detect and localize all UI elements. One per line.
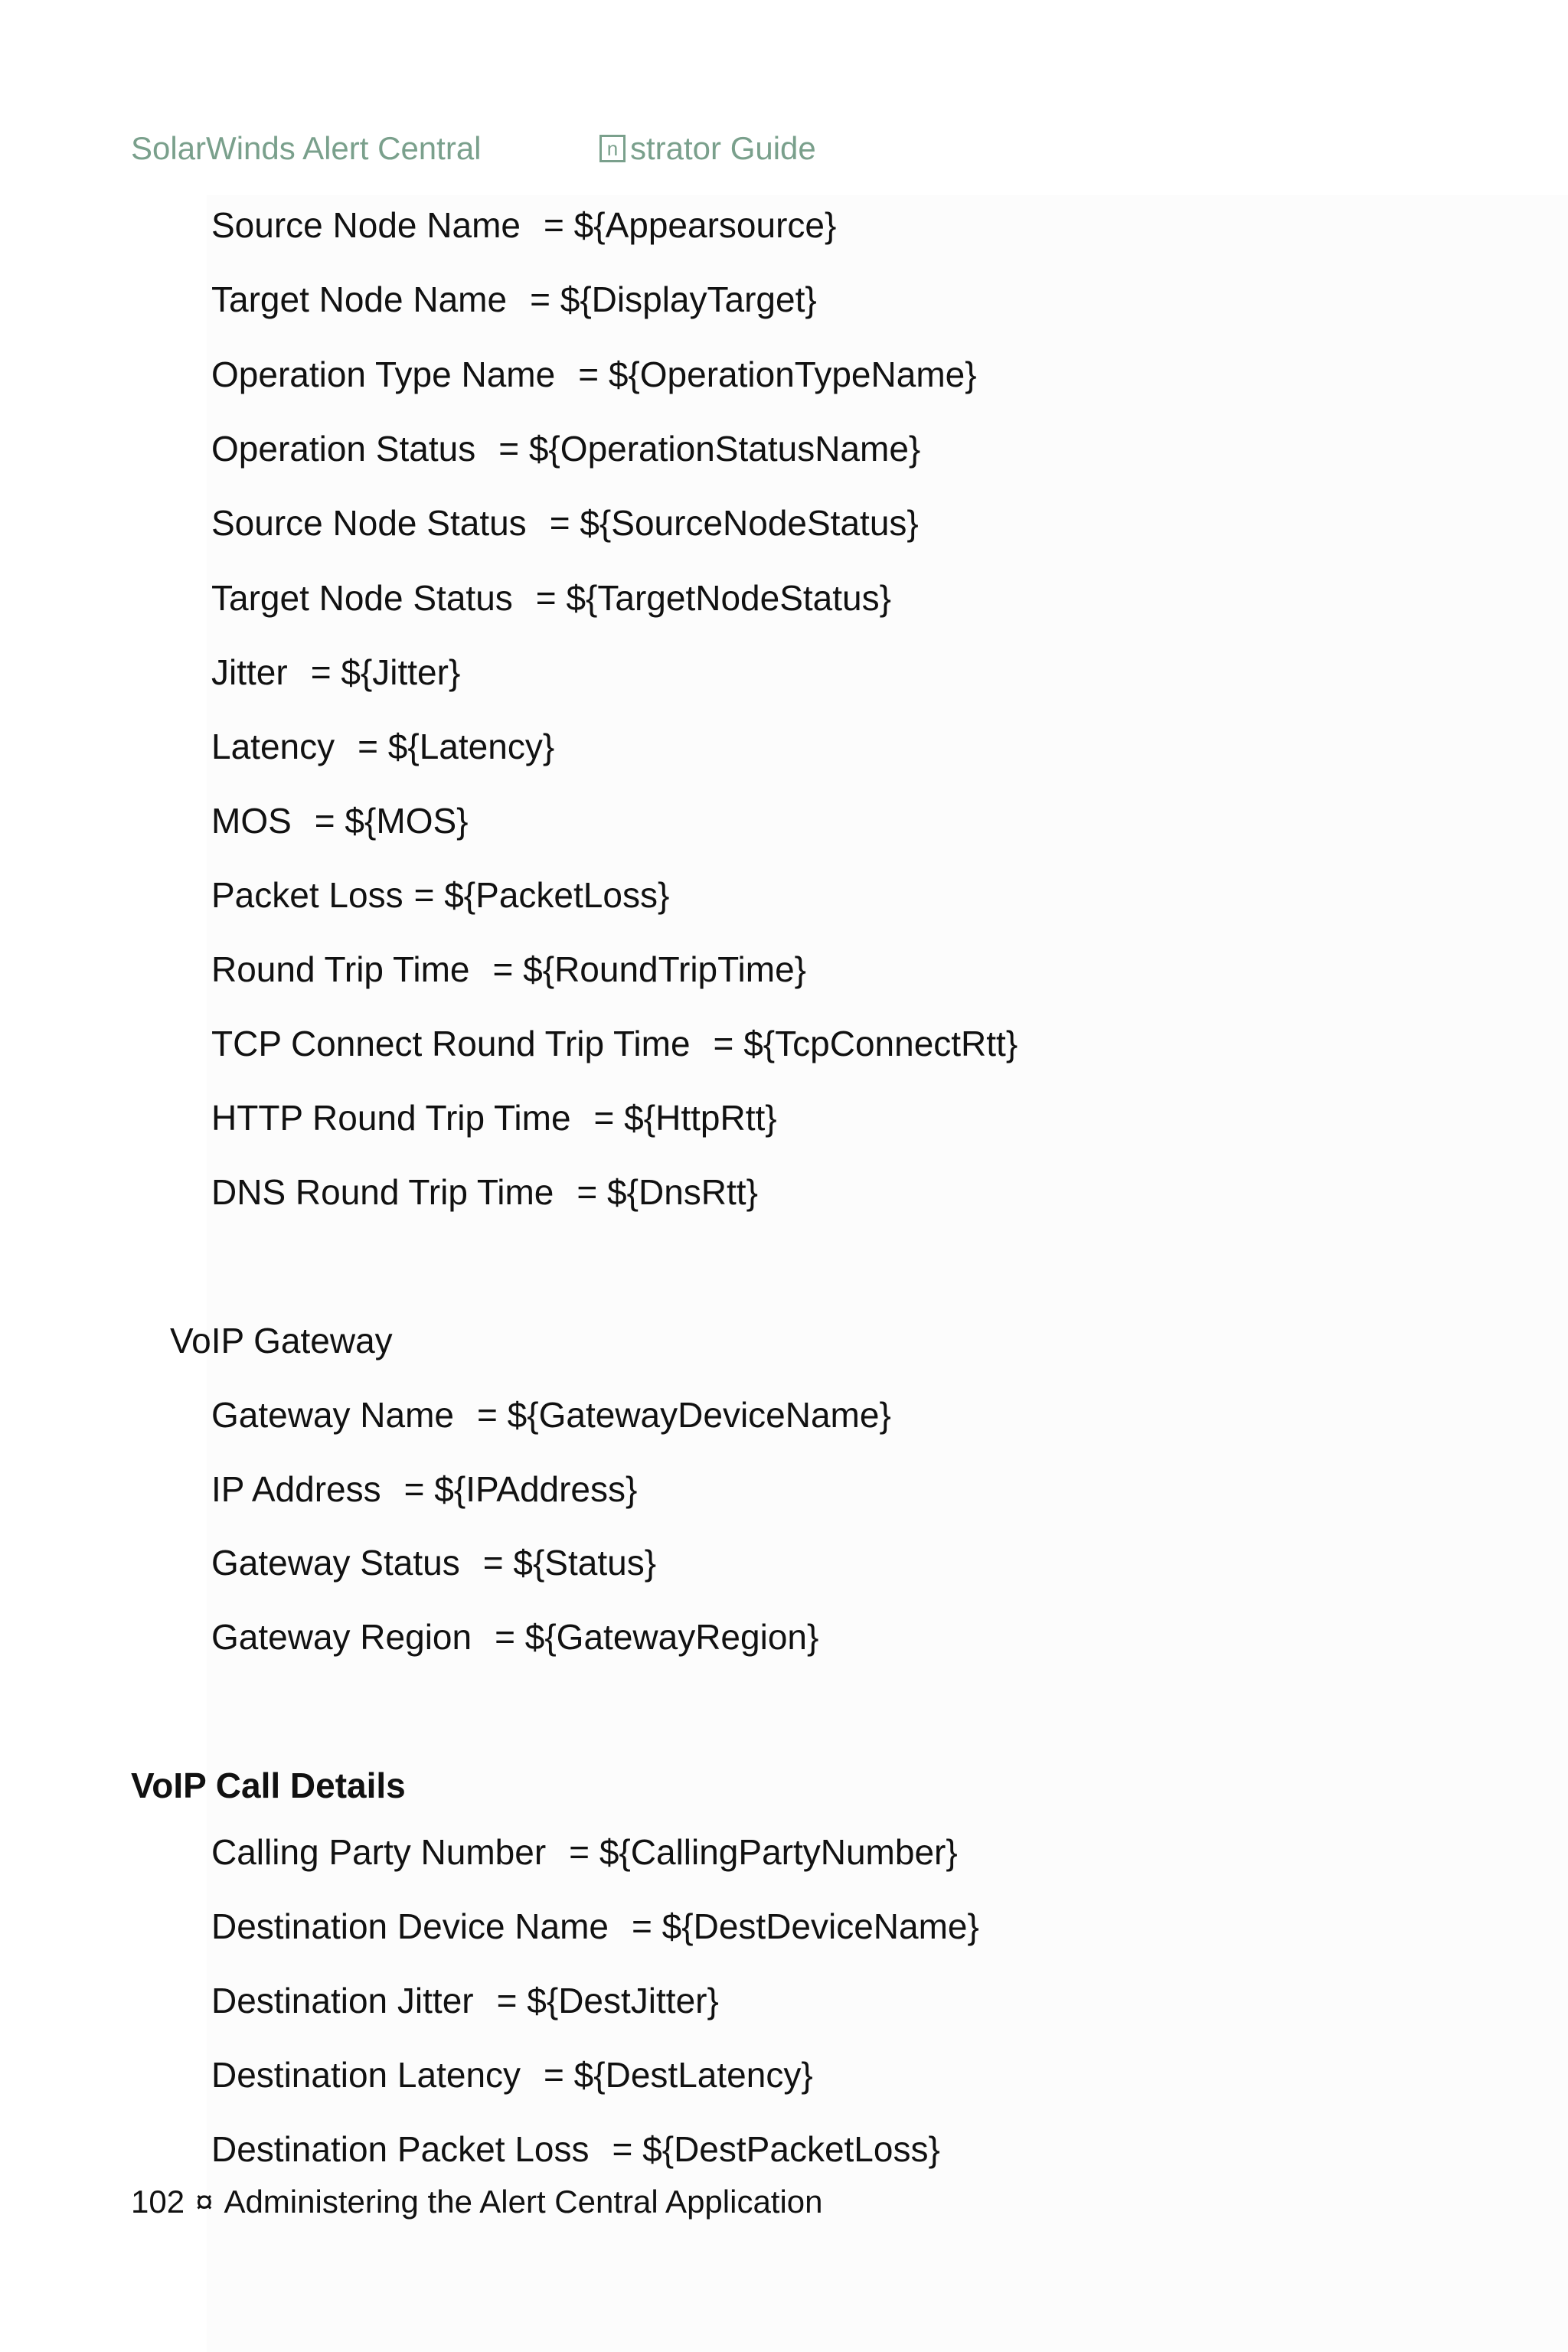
variable-value: = ${DisplayTarget} xyxy=(530,279,817,319)
subsection-title-voip-gateway: VoIP Gateway xyxy=(170,1321,393,1361)
variable-value: = ${SourceNodeStatus} xyxy=(549,503,919,543)
variable-value: = ${RoundTripTime} xyxy=(492,949,807,989)
variable-label: Latency xyxy=(211,727,335,766)
variable-line xyxy=(211,1096,777,1139)
variable-value: = ${HttpRtt} xyxy=(593,1098,777,1138)
variable-value: = ${GatewayRegion} xyxy=(495,1617,819,1657)
variable-line xyxy=(211,278,817,321)
header-app-title: SolarWinds Alert Central xyxy=(131,130,482,166)
variable-line xyxy=(211,1393,891,1436)
variable-label: Destination Device Name xyxy=(211,1906,609,1946)
variable-label: Gateway Status xyxy=(211,1543,460,1583)
variable-label: Source Node Status xyxy=(211,503,527,543)
variable-value: = ${TargetNodeStatus} xyxy=(535,578,891,618)
variable-value: = ${GatewayDeviceName} xyxy=(477,1395,891,1435)
variable-value: = ${Status} xyxy=(482,1543,657,1583)
variable-line xyxy=(211,2053,813,2096)
variable-label: Jitter xyxy=(211,652,288,692)
variable-line xyxy=(211,204,836,247)
variable-label: Destination Packet Loss xyxy=(211,2129,590,2169)
header-guide-text: strator Guide xyxy=(630,130,816,166)
variable-label: Calling Party Number xyxy=(211,1832,547,1872)
variable-value: = ${Jitter} xyxy=(310,652,461,692)
variable-value: = ${DestDeviceName} xyxy=(632,1906,979,1946)
footer-separator: ¤ xyxy=(195,2184,214,2220)
variable-line xyxy=(211,1905,979,1948)
variable-value: = ${CallingPartyNumber} xyxy=(569,1832,958,1872)
variable-value: = ${DestLatency} xyxy=(544,2055,813,2095)
variable-value: = ${IPAddress} xyxy=(403,1469,638,1509)
page-number: 102 xyxy=(131,2184,185,2220)
variable-line xyxy=(211,948,806,991)
variable-label: Destination Latency xyxy=(211,2055,521,2095)
variable-value: = ${DnsRtt} xyxy=(577,1172,758,1212)
variable-value: = ${OperationStatusName} xyxy=(498,429,921,469)
variable-value: = ${OperationTypeName} xyxy=(578,354,977,394)
variable-line xyxy=(211,799,469,842)
variable-value: = ${PacketLoss} xyxy=(413,875,670,915)
variable-line xyxy=(211,501,919,544)
variable-label: Target Node Name xyxy=(211,279,508,319)
variable-value: = ${TcpConnectRtt} xyxy=(713,1024,1018,1063)
variable-line xyxy=(211,577,891,619)
variable-label: IP Address xyxy=(211,1469,381,1509)
missing-glyph-icon: n xyxy=(599,135,626,162)
variable-label: Source Node Name xyxy=(211,205,521,245)
variable-line xyxy=(211,427,920,470)
page-footer xyxy=(131,2180,823,2223)
variable-value: = ${Latency} xyxy=(358,727,555,766)
variable-line xyxy=(211,353,977,396)
variable-label: Gateway Name xyxy=(211,1395,455,1435)
variable-label: Target Node Status xyxy=(211,578,513,618)
variable-label: Operation Status xyxy=(211,429,476,469)
variable-value: = ${MOS} xyxy=(314,801,469,841)
variable-line xyxy=(211,2128,940,2171)
variable-value: = ${Appearsource} xyxy=(543,205,837,245)
section-title-voip-call-details: VoIP Call Details xyxy=(131,1766,406,1805)
variable-line xyxy=(211,1831,958,1873)
variable-line xyxy=(211,1022,1018,1065)
variable-label: Packet Loss xyxy=(211,875,403,915)
variable-line xyxy=(211,651,460,694)
footer-chapter-title: Administering the Alert Central Application xyxy=(224,2184,823,2220)
variable-line xyxy=(211,1979,719,2022)
variable-label: Gateway Region xyxy=(211,1617,472,1657)
variable-label: Operation Type Name xyxy=(211,354,556,394)
variable-label: HTTP Round Trip Time xyxy=(211,1098,571,1138)
variable-value: = ${DestJitter} xyxy=(496,1981,719,2020)
variable-line xyxy=(211,1468,637,1511)
variable-line xyxy=(211,725,554,768)
header-guide-title xyxy=(599,130,816,167)
variable-line xyxy=(211,1615,818,1658)
variable-label: TCP Connect Round Trip Time xyxy=(211,1024,691,1063)
variable-label: Destination Jitter xyxy=(211,1981,474,2020)
variable-line xyxy=(211,1171,758,1214)
variable-label: MOS xyxy=(211,801,292,841)
variable-line xyxy=(211,874,669,916)
variable-line xyxy=(211,1541,656,1584)
variable-value: = ${DestPacketLoss} xyxy=(612,2129,940,2169)
variable-label: Round Trip Time xyxy=(211,949,470,989)
variable-label: DNS Round Trip Time xyxy=(211,1172,554,1212)
